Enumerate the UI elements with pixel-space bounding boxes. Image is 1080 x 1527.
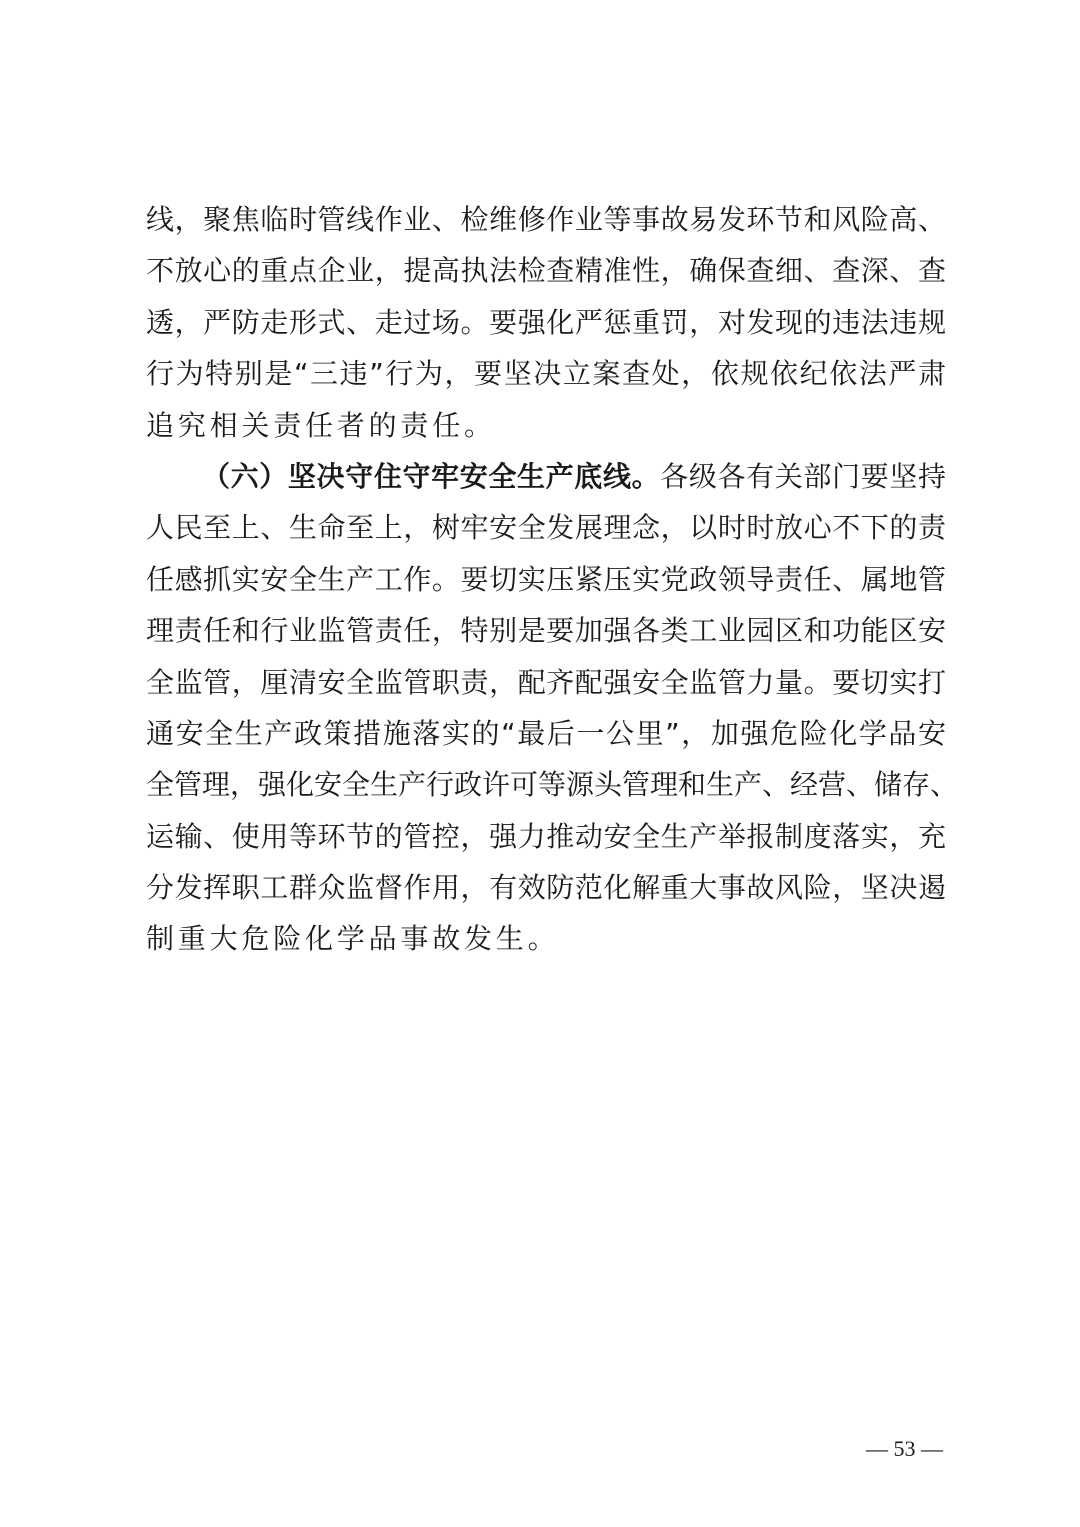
- paragraph-2: [146, 451, 959, 965]
- document-body: [146, 194, 959, 965]
- text-line: 全管理，强化安全生产行政许可等源头管理和生产、经营、储存、: [146, 768, 959, 802]
- text-line: 理责任和行业监管责任，特别是要加强各类工业园区和功能区安: [146, 614, 946, 648]
- paragraph-1: [146, 194, 946, 451]
- text-line: 人民至上、生命至上，树牢安全发展理念，以时时放心不下的责: [146, 511, 946, 545]
- text-line: 追究相关责任者的责任。: [146, 408, 496, 442]
- text-run: 各级各有关部门要坚持: [660, 459, 946, 493]
- text-line: 运输、使用等环节的管控，强力推动安全生产举报制度落实，充: [146, 819, 946, 853]
- text-line: 分发挥职工群众监督作用，有效防范化解重大事故风险，坚决遏: [146, 871, 946, 905]
- text-line: 任感抓实安全生产工作。要切实压紧压实党政领导责任、属地管: [146, 562, 946, 596]
- text-line: 不放心的重点企业，提高执法检查精准性，确保查细、查深、查: [146, 254, 946, 288]
- text-line: 透，严防走形式、走过场。要强化严惩重罚，对发现的违法违规: [146, 305, 946, 339]
- text-line: 全监管，厘清安全监管职责，配齐配强安全监管力量。要切实打: [146, 665, 946, 699]
- text-line: 通安全生产政策措施落实的“最后一公里”，加强危险化学品安: [146, 716, 946, 750]
- page-number: — 53 —: [866, 1436, 943, 1461]
- text-line-first: [146, 451, 946, 502]
- text-line: 线，聚焦临时管线作业、检维修作业等事故易发环节和风险高、: [146, 203, 946, 236]
- text-line: 行为特别是“三违”行为，要坚决立案查处，依规依纪依法严肃: [146, 357, 946, 391]
- text-line: 制重大危险化学品事故发生。: [146, 922, 560, 956]
- section-heading: （六）坚决守住守牢安全生产底线。: [202, 459, 661, 493]
